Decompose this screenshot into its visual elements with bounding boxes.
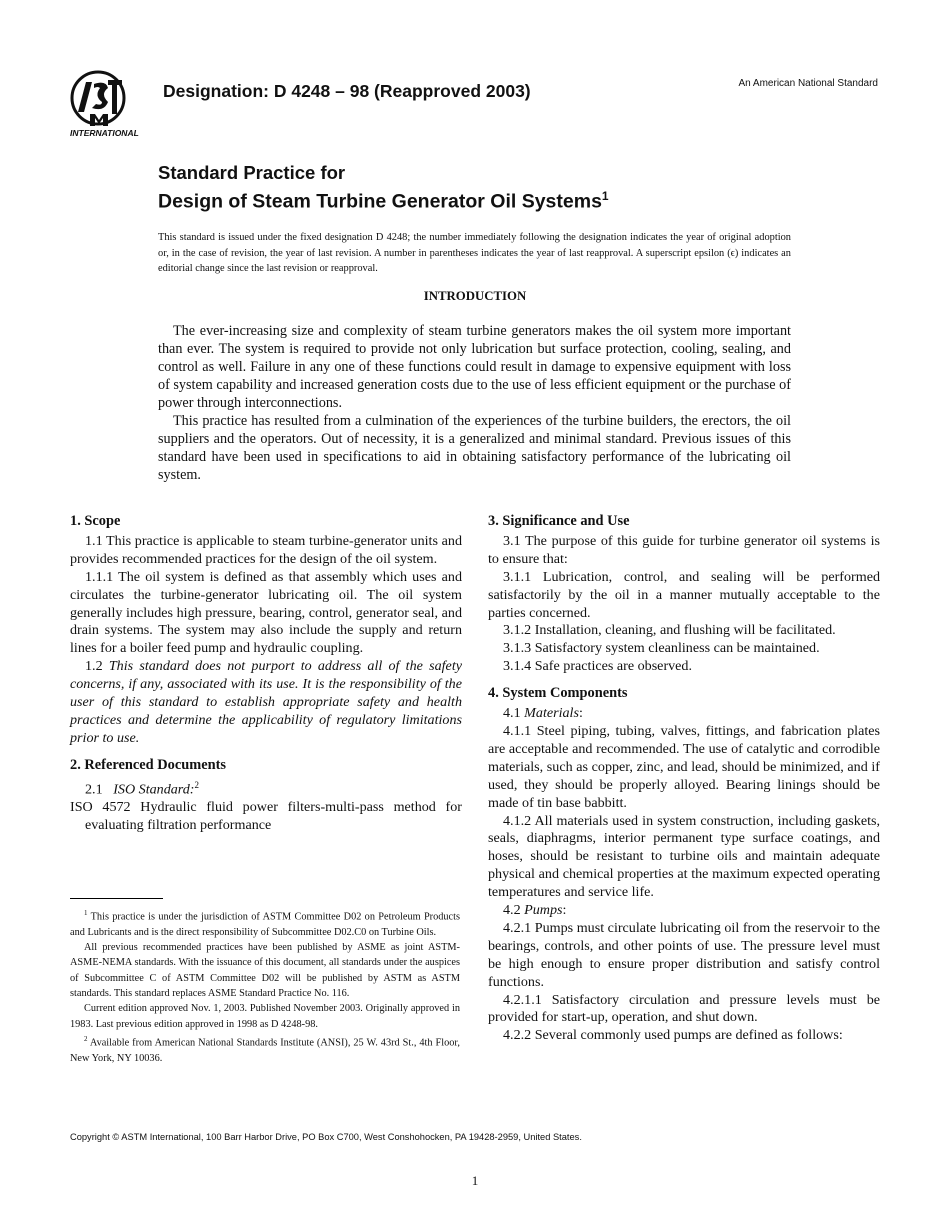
section-3-1-3: 3.1.3 Satisfactory system cleanliness can be maintained. <box>503 640 820 657</box>
section-4-1: 4.1 Materials: <box>503 705 583 722</box>
section-4-2-1-1: 4.2.1.1 Satisfactory circulation and pressure levels must be provided for start-up, operation, and shut down. <box>488 991 880 1026</box>
astm-logo-icon <box>72 72 124 126</box>
section-4-2-2: 4.2.2 Several commonly used pumps are defined as follows: <box>503 1027 843 1044</box>
section-1-2 <box>70 658 462 748</box>
issue-note: This standard is issued under the fixed designation D 4248; the number immediately following the designation indicates the year of original adoption or, in the case of revision, the year of last revision. A number in parentheses indicates the year of last reapproval. A superscript epsilon (ϵ) indicates an editorial change since the last revision or reapproval. <box>158 232 791 274</box>
significance-heading: 3. Significance and Use <box>488 513 630 529</box>
section-3-1: 3.1 The purpose of this guide for turbine generator oil systems is to ensure that: <box>488 532 880 567</box>
logo-text: INTERNATIONAL <box>70 128 139 138</box>
footnote-2-text: Available from American National Standards Institute (ANSI), 25 W. 43rd St., 4th Floor, New York, NY 10036. <box>70 1037 460 1064</box>
intro-paragraph: This practice has resulted from a culmination of the experiences of the turbine builders, the erectors, the oil suppliers and the operators. Out of necessity, it is a generalized and minimal standard. Previous issues of this standard have been used in specifications to aid in obtaining satisfactory performance of the lubricating oil system. <box>158 413 791 483</box>
footnote-1-number: 1 <box>84 909 88 917</box>
title-line1: Standard Practice for <box>158 162 346 183</box>
section-1-2-number: 1.2 <box>85 658 103 675</box>
section-2-1-number: 2.1 <box>85 781 103 798</box>
intro-paragraph: The ever-increasing size and complexity of steam turbine generators makes the oil system more important than ever. The system is required to provide not only lubrication but surface protection, cooling, sealing, and control as well. Failure in any one of these functions could result in damage to expensive equipment with loss of system capability and increased generation costs due to the use of less efficient equipment or the purchase of power through interconnections. <box>158 323 791 411</box>
section-4-2-label: Pumps <box>524 902 563 919</box>
right-column <box>488 513 880 1045</box>
left-column <box>70 513 462 835</box>
footnote-1 <box>70 906 460 940</box>
section-4-2-1: 4.2.1 Pumps must circulate lubricating oil from the reservoir to the bearings, controls, and other points of use. The pressure level must be high enough to ensure proper distribution and satisfy control functions. <box>488 919 880 990</box>
footnote-2 <box>70 1032 460 1066</box>
footnote-1-previous: All previous recommended practices have been published by ASME as joint ASTM-ASME-NEMA standards. With the issuance of this document, all standards under the auspices of Subcommittee C of ASTM Committee D02 will be published by ASTM as ASTM standards. This standard replaces ASME Standard Practice No. 116. <box>70 942 460 999</box>
page-number: 1 <box>471 1173 479 1188</box>
footnotes <box>70 906 460 1066</box>
section-2-1 <box>70 777 462 800</box>
referenced-documents-heading: 2. Referenced Documents <box>70 756 226 773</box>
footnote-1-edition: Current edition approved Nov. 1, 2003. Published November 2003. Originally approved in 1983. Last previous edition approved in 1998 as D 4248-98. <box>70 1003 460 1030</box>
section-3-1-1: 3.1.1 Lubrication, control, and sealing will be performed satisfactorily by the oil in a manner mutually acceptable to the parties concerned. <box>488 568 880 621</box>
section-4-1-1: 4.1.1 Steel piping, tubing, valves, fittings, and fabrication plates are acceptable and recommended. The use of catalytic and corrodible materials, such as copper, zinc, and lead, should be minimized, and if used, they should be properly alloyed. Bearing linings should be made of tin base babbitt. <box>488 722 880 811</box>
section-3-1-2: 3.1.2 Installation, cleaning, and flushing will be facilitated. <box>503 622 836 639</box>
system-components-heading: 4. System Components <box>488 685 628 702</box>
national-standard-label: An American National Standard <box>738 78 878 89</box>
introduction <box>158 322 791 484</box>
iso-4572-reference: ISO 4572 Hydraulic fluid power filters-multi-pass method for evaluating filtration performance <box>70 799 462 834</box>
copyright-notice: Copyright © ASTM International, 100 Barr Harbor Drive, PO Box C700, West Conshohocken, PA 19428-2959, United States. <box>70 1132 582 1142</box>
footnote-ref-2: 2 <box>194 779 199 790</box>
introduction-heading: INTRODUCTION <box>423 289 527 303</box>
section-4-1-label: Materials <box>524 705 579 722</box>
title-line2 <box>158 184 798 214</box>
astm-international-logo <box>68 68 152 140</box>
title-block <box>158 162 798 214</box>
title-footnote-ref: 1 <box>601 189 609 203</box>
footnote-divider <box>70 898 163 899</box>
designation: Designation: D 4248 – 98 (Reapproved 2003) <box>163 81 531 101</box>
section-1-1: 1.1 This practice is applicable to steam turbine-generator units and provides recommended practices for the design of the oil system. <box>70 532 462 567</box>
section-4-1-number: 4.1 <box>503 705 521 722</box>
footnote-1-text: This practice is under the jurisdiction of ASTM Committee D02 on Petroleum Products and Lubricants and is the direct responsibility of Subcommittee D02.C0 on Turbine Oils. <box>70 911 460 938</box>
footnote-2-number: 2 <box>84 1034 88 1043</box>
section-4-2: 4.2 Pumps: <box>503 902 567 919</box>
section-1-2-text: This standard does not purport to address all of the safety concerns, if any, associated with its use. It is the responsibility of the user of this standard to establish appropriate safety and health practices and determine the applicability of regulatory limitations prior to use. <box>70 658 462 746</box>
section-3-1-4: 3.1.4 Safe practices are observed. <box>503 658 693 675</box>
section-2-1-label: ISO Standard: <box>113 781 195 798</box>
section-4-1-2: 4.1.2 All materials used in system construction, including gaskets, seals, diaphragms, interior permanent type surface coatings, and hoses, should be resistant to turbine oils and maintain adequate physical and chemical properties at the maximum expected operating temperatures and service life. <box>488 812 880 901</box>
section-4-2-number: 4.2 <box>503 902 521 919</box>
section-1-1-1: 1.1.1 The oil system is defined as that assembly which uses and circulates the turbine-generator lubricating oil. The oil system generally includes high pressure, bearing, control, generator seal, and drain systems. The system may also include the supply and return lines for a boiler feed pump and hydraulic coupling. <box>70 568 462 657</box>
scope-heading: 1. Scope <box>70 513 121 529</box>
title-main: Design of Steam Turbine Generator Oil Systems <box>158 190 602 213</box>
